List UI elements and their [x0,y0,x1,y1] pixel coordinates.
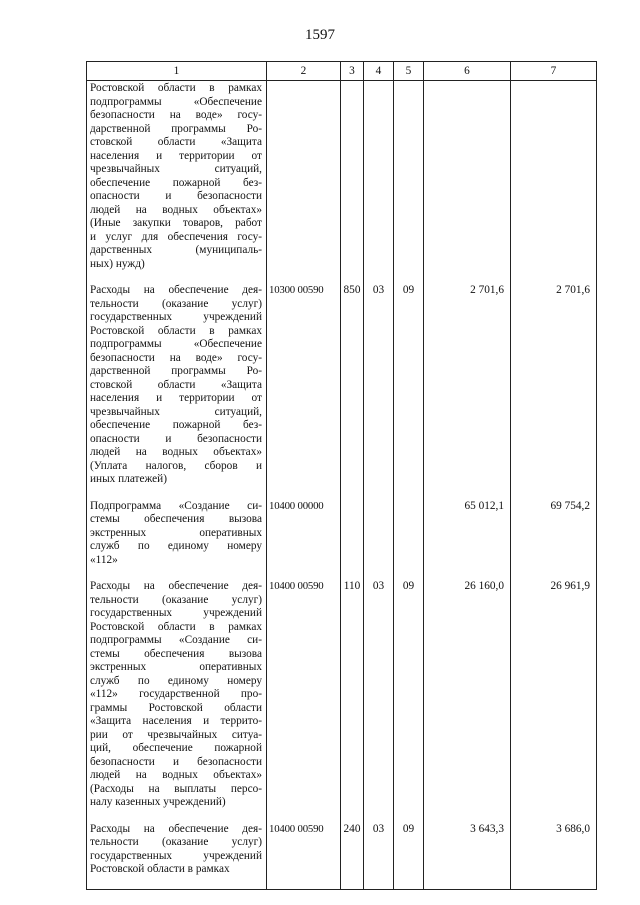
amount-year-2: 26 961,9 [511,579,597,822]
description-line: тельности (оказание услуг) [90,593,262,606]
description-line: Ростовской области в рамках [90,324,262,337]
description-line: обеспечение пожарной без- [90,419,262,431]
header-row [87,62,597,81]
amount-year-2: 69 754,2 [511,499,597,580]
subsection-code [394,81,424,284]
section-code: 03 [364,283,394,499]
description-line: (Иные закупки товаров, работ [90,217,262,229]
description-line: служб по единому номеру [90,540,262,552]
description-line: тельности (оказание услуг) [90,836,262,848]
section-code: 03 [364,822,394,890]
page-number: 1597 [305,27,335,43]
table-header [87,62,597,81]
description-line: людей на водных объектах» [90,203,262,216]
description-line: ций, обеспечение пожарной [90,742,262,754]
subsection-code [394,499,424,580]
column-header-6: 6 [424,62,511,81]
target-article-code [267,81,341,284]
description-line: тельности (оказание услуг) [90,297,262,310]
description-line: Ростовской области в рамках [90,620,262,633]
table-row [87,283,597,499]
description-line: Расходы на обеспечение дея- [90,822,262,835]
description-line: людей на водных объектах» [90,446,262,458]
description-line: служб по единому номеру [90,674,262,687]
section-code [364,499,394,580]
description-line: Расходы на обеспечение дея- [90,580,262,592]
description-line: (Уплата налогов, сборов и [90,459,262,472]
description-line: стовской области «Защита [90,136,262,148]
description-line: опасности и безопасности [90,190,262,202]
column-header-1: 1 [87,62,267,81]
amount-year-2 [511,81,597,284]
amount-year-1: 26 160,0 [424,579,511,822]
section-code: 03 [364,579,394,822]
column-header-5: 5 [394,62,424,81]
expense-description [87,822,267,890]
description-line: чрезвычайных ситуаций, [90,405,262,418]
table-row [87,822,597,890]
description-line: рии от чрезвычайных ситуа- [90,728,262,741]
description-line: Расходы на обеспечение дея- [90,284,262,296]
column-header-7: 7 [511,62,597,81]
description-line: Подпрограмма «Создание си- [90,499,262,512]
column-header-3: 3 [341,62,364,81]
target-article-code: 10400 00590 [267,822,341,890]
description-line: Ростовской области в рамках [90,82,262,94]
expense-type-code [341,81,364,284]
description-line: дарственных (муниципаль- [90,244,262,256]
description-line: экстренных оперативных [90,661,262,673]
description-line: экстренных оперативных [90,526,262,539]
budget-table [86,61,597,890]
description-line: государственных учреждений [90,607,262,619]
target-article-code: 10300 00590 [267,283,341,499]
expense-type-code: 240 [341,822,364,890]
column-header-4: 4 [364,62,394,81]
description-line: чрезвычайных ситуаций, [90,163,262,175]
description-line: стовской области «Защита [90,378,262,391]
description-line: подпрограммы «Обеспечение [90,95,262,108]
expense-type-code [341,499,364,580]
expense-type-code: 110 [341,579,364,822]
description-line: «112» [90,553,118,566]
description-line: (Расходы на выплаты персо- [90,782,262,795]
description-line: безопасности и безопасности [90,755,262,768]
target-article-code: 10400 00000 [267,499,341,580]
description-line: подпрограммы «Создание си- [90,634,262,646]
description-line: подпрограммы «Обеспечение [90,338,262,350]
description-line: Ростовской области в рамках [90,863,230,875]
description-line: «112» государственной про- [90,688,262,700]
amount-year-2: 3 686,0 [511,822,597,890]
table-row [87,81,597,284]
target-article-code: 10400 00590 [267,579,341,822]
description-line: опасности и безопасности [90,432,262,445]
description-line: государственных учреждений [90,311,262,323]
description-line: и услуг для обеспечения госу- [90,230,262,243]
description-line: дарственной программы Ро- [90,122,262,135]
description-line: безопасности на воде» госу- [90,109,262,121]
column-header-2: 2 [267,62,341,81]
description-line: стемы обеспечения вызова [90,513,262,525]
amount-year-2: 2 701,6 [511,283,597,499]
description-line: дарственной программы Ро- [90,365,262,377]
section-code [364,81,394,284]
table-row [87,499,597,580]
expense-description [87,579,267,822]
description-line: населения и территории от [90,149,262,162]
description-line: иных платежей) [90,473,167,485]
description-line: ных) нужд) [90,257,145,270]
description-line: людей на водных объектах» [90,769,262,781]
expense-description [87,283,267,499]
table-row [87,579,597,822]
subsection-code: 09 [394,579,424,822]
description-line: стемы обеспечения вызова [90,647,262,660]
description-line: граммы Ростовской области [90,701,262,714]
description-line: налу казенных учреждений) [90,796,226,808]
expense-description [87,499,267,580]
amount-year-1: 2 701,6 [424,283,511,499]
description-line: «Защита населения и террито- [90,715,262,727]
table-body [87,81,597,890]
description-line: обеспечение пожарной без- [90,176,262,189]
description-line: безопасности на воде» госу- [90,351,262,364]
subsection-code: 09 [394,822,424,890]
description-line: государственных учреждений [90,849,262,862]
subsection-code: 09 [394,283,424,499]
expense-type-code: 850 [341,283,364,499]
description-line: населения и территории от [90,392,262,404]
amount-year-1: 3 643,3 [424,822,511,890]
amount-year-1: 65 012,1 [424,499,511,580]
expense-description [87,81,267,284]
amount-year-1 [424,81,511,284]
